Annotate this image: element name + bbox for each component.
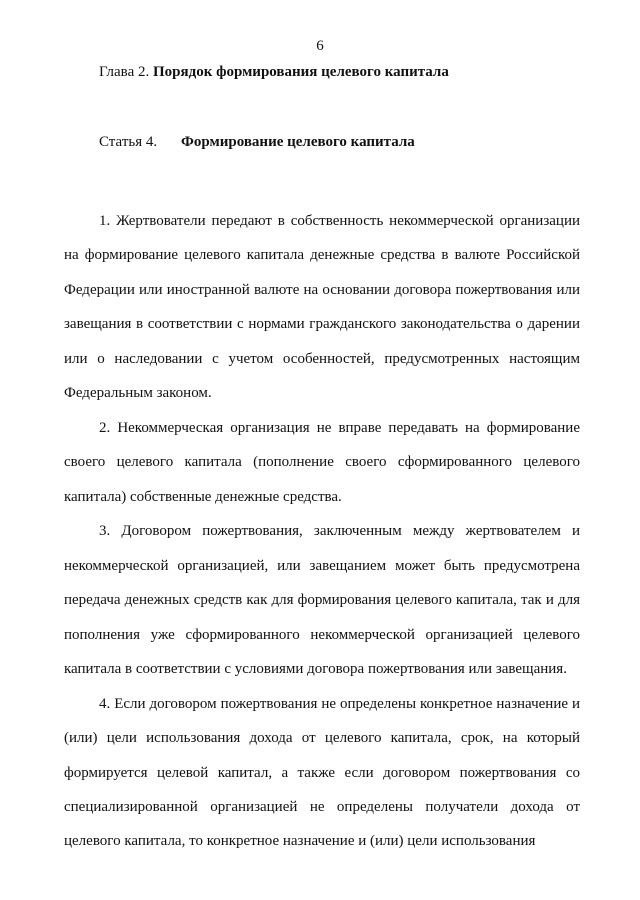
article-heading <box>99 134 415 151</box>
chapter-title: Порядок формирования целевого капитала <box>152 64 449 80</box>
article-body <box>64 204 580 859</box>
chapter-heading <box>99 64 449 81</box>
paragraph-1: 1. Жертвователи передают в собственность некоммерческой организации на формирование целевого капитала денежные средства в валюте Российской Федерации или иностранной валюте на основании договора пожертвования или завещания в соответствии с нормами гражданского законодательства о дарении или о наследовании с учетом особенностей, предусмотренных настоящим Федеральным законом. <box>64 213 580 402</box>
article-title: Формирование целевого капитала <box>181 134 415 150</box>
chapter-prefix: Глава 2. <box>99 64 150 80</box>
paragraph-2: 2. Некоммерческая организация не вправе передавать на формирование своего целевого капитала (пополнение своего сформированного целевого капитала) собственные денежные средства. <box>64 419 580 505</box>
paragraph-4: 4. Если договором пожертвования не определены конкретное назначение и (или) цели использования дохода от целевого капитала, срок, на который формируется целевой капитал, а также если договором пожертвования со специализированной организацией не определены получатели дохода от целевого капитала, то конкретное назначение и (или) цели использования <box>64 695 580 850</box>
page-number: 6 <box>316 38 324 54</box>
article-label: Статья 4. <box>99 134 158 150</box>
paragraph-3: 3. Договором пожертвования, заключенным между жертвователем и некоммерческой организацией, или завещанием может быть предусмотрена передача денежных средств как для формирования целевого капитала, так и для пополнения уже сформированного некоммерческой организацией целевого капитала в соответствии с условиями договора пожертвования или завещания. <box>64 523 580 678</box>
